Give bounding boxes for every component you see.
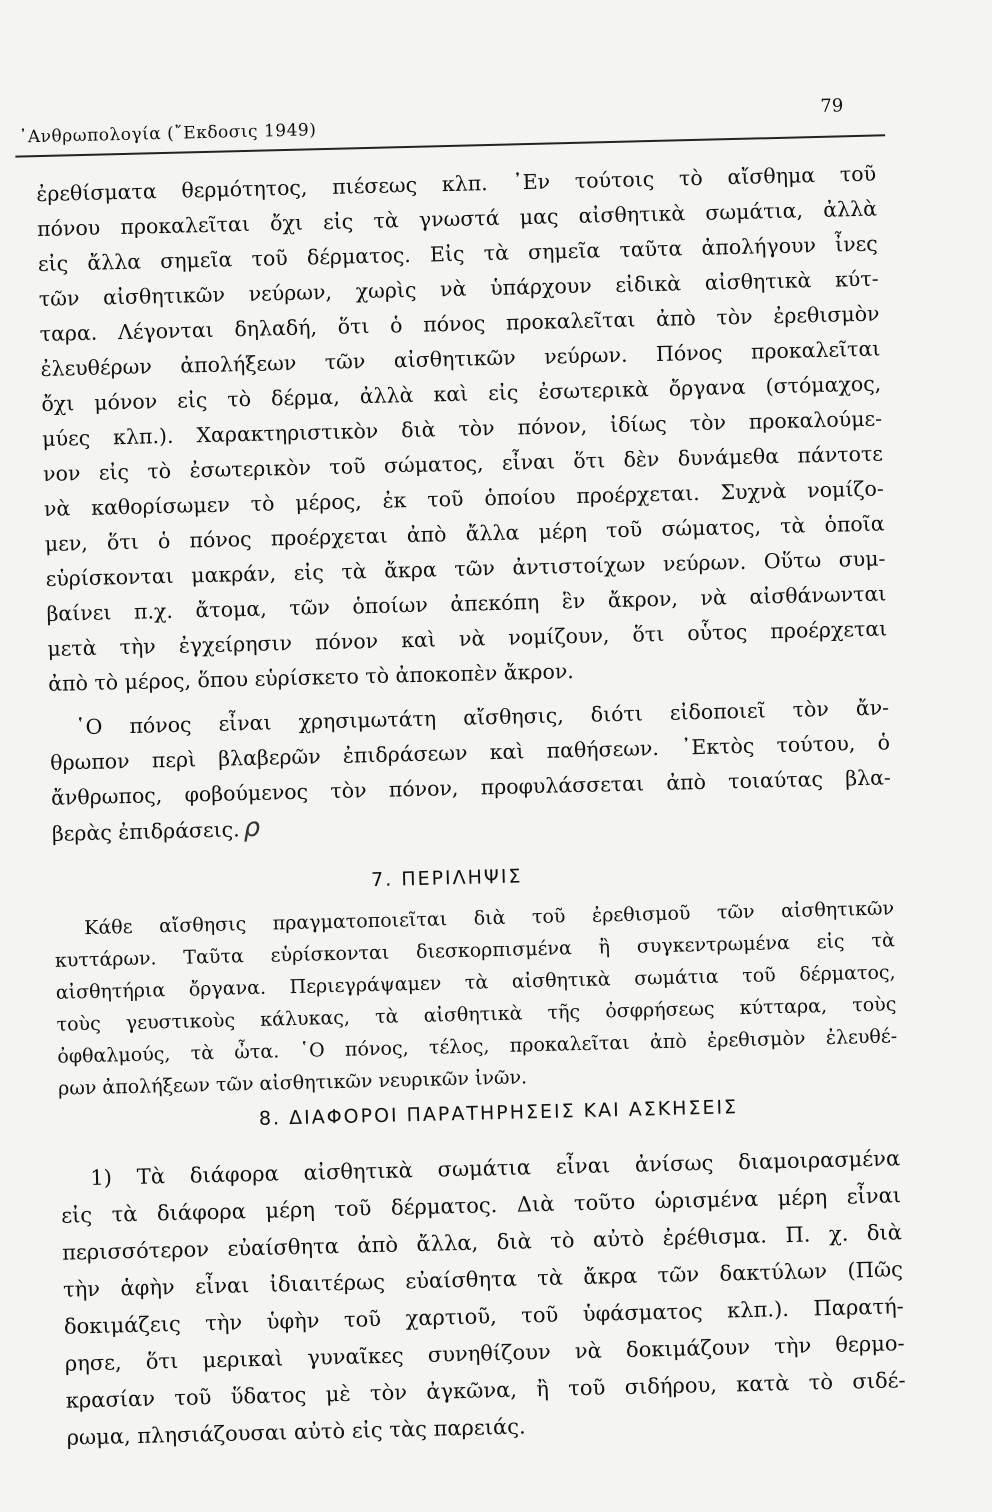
text-line: ρων ἀπολήξεων τῶν αἰσθητικῶν νευρικῶν ἰνῶν. (57, 1066, 528, 1100)
text-line: νὰ καθορίσωμεν τὸ μέρος, ἐκ τοῦ ὁποίου προέρχεται. Συχνὰ νομίζο- (43, 476, 885, 521)
pain-paragraph (49, 690, 892, 851)
body-paragraph (36, 157, 889, 702)
text-line: εἰς τὰ διάφορα μέρη τοῦ δέρματος. Διὰ τοῦτο ὡρισμένα μέρη εἶναι (60, 1183, 902, 1228)
text-line: τοὺς γευστικοὺς κάλυκας, τὰ αἰσθητικὰ τῆς ὀσφρήσεως κύτταρα, τοὺς (56, 993, 897, 1036)
text-line: περισσότερον εὐαίσθητα ἀπὸ ἄλλα, διὰ τὸ αὐτὸ ἐρέθισμα. Π. χ. διὰ (61, 1220, 903, 1265)
text-line: Κάθε αἴσθησις πραγματοποιεῖται διὰ τοῦ ἐρεθισμοῦ τῶν αἰσθητικῶν (83, 897, 895, 940)
page-number: 79 (820, 95, 844, 117)
text-line: βαίνει π.χ. ἄτομα, τῶν ὁποίων ἀπεκόπη ἓν ἄκρον, νὰ αἰσθάνωνται (46, 581, 887, 626)
text-line: ρωμα, πλησιάζουσαι αὐτὸ εἰς τὰς παρειάς. (66, 1414, 526, 1450)
text-line: εὑρίσκονται μακράν, εἰς τὰ ἄκρα τῶν ἀντιστοίχων νεύρων. Οὕτω συμ- (45, 546, 886, 591)
text-line: εἰς ἄλλα σημεῖα τοῦ δέρματος. Εἰς τὰ σημεῖα ταῦτα ἀπολήγουν ἶνες (37, 231, 879, 277)
text-line: θρωπον περὶ βλαβερῶν ἐπιδράσεων καὶ παθήσεων. ᾿Εκτὸς τούτου, ὁ (49, 730, 891, 775)
text-line: ρησε, ὅτι μερικαὶ γυναῖκες συνηθίζουν νὰ δοκιμάζουν τὴν θερμο- (64, 1331, 905, 1376)
text-line: ἐρεθίσματα θερμότητος, πιέσεως κλπ. ᾿Εν τούτοις τὸ αἴσθημα τοῦ (35, 161, 877, 207)
text-line: ῾Ο πόνος εἶναι χρησιμωτάτη αἴσθησις, διότι εἰδοποιεῖ τὸν ἄν- (75, 695, 890, 740)
text-line: κρασίαν τοῦ ὕδατος μὲ τὸν ἀγκῶνα, ἢ τοῦ σιδήρου, κατὰ τὸ σιδέ- (65, 1368, 906, 1413)
handwritten-annotation: ρ (243, 812, 261, 844)
section-heading-exercises: 8. ΔΙΑΦΟΡΟΙ ΠΑΡΑΤΗΡΗΣΕΙΣ ΚΑΙ ΑΣΚΗΣΕΙΣ (258, 1096, 739, 1130)
text-line: ὄχι μόνον εἰς τὸ δέρμα, ἀλλὰ καὶ εἰς ἐσωτερικὰ ὄργανα (στόμαχος, (41, 371, 882, 416)
exercise-paragraph (60, 1140, 907, 1456)
text-line: ἄνθρωπος, φοβούμενος τὸν πόνον, προφυλάσσεται ἀπὸ τοιαύτας βλα- (50, 765, 892, 810)
text-line: τὴν ἁφὴν εἶναι ἰδιαιτέρως εὐαίσθητα τὰ ἄκρα τῶν δακτύλων (Πῶς (62, 1257, 904, 1302)
summary-paragraph (54, 892, 898, 1104)
text-line: ἐλευθέρων ἀπολήξεων τῶν αἰσθητικῶν νεύρων. Πόνος προκαλεῖται (40, 336, 881, 382)
text-line: ταρα. Λέγονται δηλαδή, ὅτι ὁ πόνος προκαλεῖται ἀπὸ τὸν ἐρεθισμὸν (39, 301, 880, 347)
text-line: δοκιμάζεις τὴν ὑφὴν τοῦ χαρτιοῦ, τοῦ ὑφάσματος κλπ.). Παρατή- (63, 1294, 905, 1339)
text-line: μετὰ τὴν ἐγχείρησιν πόνον καὶ νὰ νομίζουν, ὅτι οὗτος προέρχεται (47, 616, 888, 661)
text-line: πόνου προκαλεῖται ὄχι εἰς τὰ γνωστά μας αἰσθητικὰ σωμάτια, ἀλλὰ (36, 196, 878, 242)
text-line: τῶν αἰσθητικῶν νεύρων, χωρὶς νὰ ὑπάρχουν εἰδικὰ αἰσθητικὰ κύτ- (38, 266, 879, 312)
text-line: μύες κλπ.). Χαρακτηριστικὸν διὰ τὸν πόνον, ἰδίως τὸν προκαλούμε- (41, 406, 883, 451)
text-fragment: βερὰς ἐπιδράσεις. (51, 817, 240, 846)
running-head: ᾿Ανθρωπολογία (῎Εκδοσις 1949) (18, 120, 317, 148)
text-line: νον εἰς τὸ ἐσωτερικὸν τοῦ σώματος, εἶναι ὅτι δὲν δυνάμεθα πάντοτε (42, 441, 884, 486)
text-line: αἰσθητήρια ὄργανα. Περιεγράψαμεν τὰ αἰσθητικὰ σωμάτια τοῦ δέρματος, (55, 961, 896, 1004)
text-line: μεν, ὅτι ὁ πόνος προέρχεται ἀπὸ ἄλλα μέρη τοῦ σώματος, τὰ ὁποῖα (44, 511, 885, 556)
text-line: ἀπὸ τὸ μέρος, ὅπου εὑρίσκετο τὸ ἀποκοπὲν ἄκρον. (47, 659, 575, 696)
section-heading-summary: 7. ΠΕΡΙΛΗΨΙΣ (370, 865, 523, 892)
text-line: ὀφθαλμούς, τὰ ὦτα. ῾Ο πόνος, τέλος, προκαλεῖται ἀπὸ ἐρεθισμὸν ἐλευθέ- (57, 1025, 898, 1068)
text-line: 1) Τὰ διάφορα αἰσθητικὰ σωμάτια εἶναι ἀνίσως διαμοιρασμένα (90, 1146, 901, 1191)
text-line: κυττάρων. Ταῦτα εὑρίσκονται διεσκορπισμένα ἢ συγκεντρωμένα εἰς τὰ (54, 929, 896, 972)
